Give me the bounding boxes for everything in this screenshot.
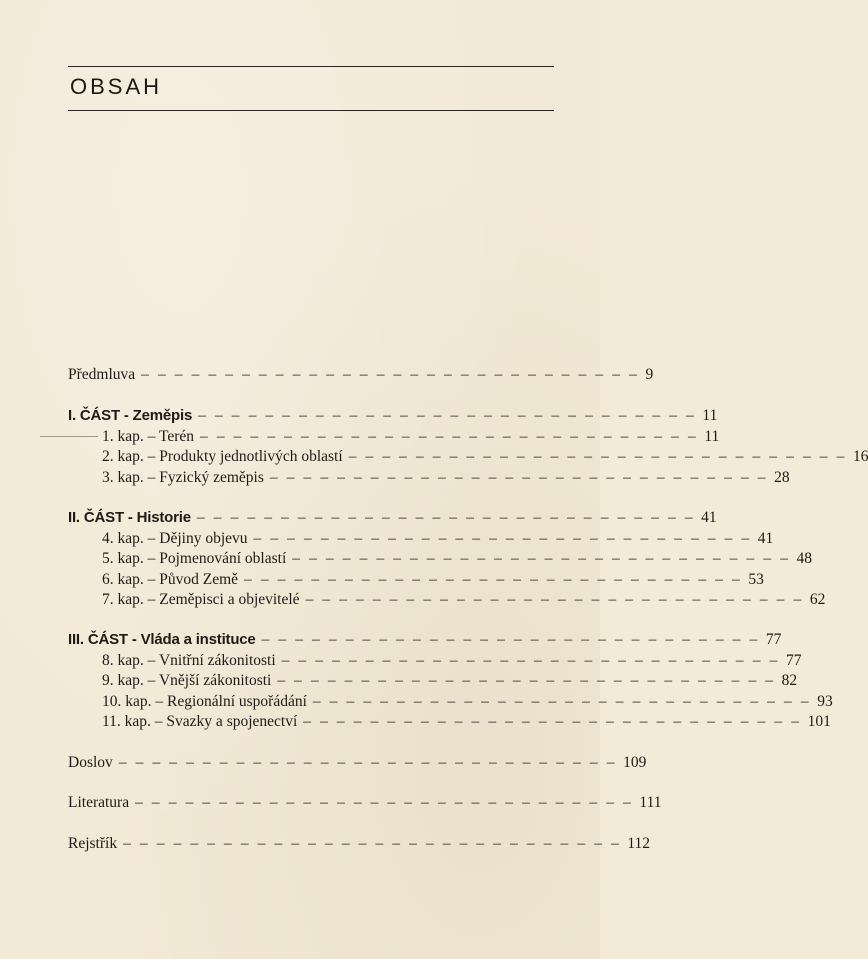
dot-leader: – – – – – – – – – – – – – – – – – – – – – – – – – – – – – –: [305, 591, 804, 608]
toc-chapter-3: [102, 468, 790, 488]
dot-leader: – – – – – – – – – – – – – – – – – – – – – – – – – – – – – –: [303, 713, 802, 730]
toc-page-number: 82: [781, 672, 798, 689]
toc-chapter-7: [102, 590, 826, 610]
toc-entry-label: 9. kap. – Vnější zákonitosti: [102, 672, 272, 689]
toc-part-label: I. ČÁST - Zeměpis: [68, 407, 193, 424]
toc-page-number: 77: [785, 652, 802, 669]
toc-entry-label: Předmluva: [68, 366, 136, 383]
dot-leader: – – – – – – – – – – – – – – – – – – – – – – – – – – – – – –: [123, 835, 622, 852]
toc-page-number: 112: [627, 835, 651, 852]
dot-leader: – – – – – – – – – – – – – – – – – – – – – – – – – – – – – –: [200, 428, 699, 445]
toc-part-label: II. ČÁST - Historie: [68, 509, 191, 526]
toc-entry-label: Doslov: [68, 754, 113, 771]
toc-page-number: 53: [748, 571, 764, 588]
toc-entry-label: Rejstřík: [68, 835, 118, 852]
toc-page-number: 109: [623, 754, 647, 771]
toc-page-number: 111: [639, 794, 662, 811]
toc-chapter-2: [102, 447, 868, 467]
toc-part-label: III. ČÁST - Vláda a instituce: [68, 631, 256, 648]
toc-entry-afterword: [68, 753, 647, 773]
toc-entry-label: 7. kap. – Zeměpisci a objevitelé: [102, 591, 300, 608]
toc-entry-index: [68, 834, 651, 854]
toc-chapter-6: [102, 570, 764, 590]
dot-leader: – – – – – – – – – – – – – – – – – – – – – – – – – – – – – –: [118, 754, 618, 771]
dot-leader: – – – – – – – – – – – – – – – – – – – – – – – – – – – – – –: [244, 571, 743, 588]
toc-chapter-8: [102, 651, 802, 671]
dot-leader: – – – – – – – – – – – – – – – – – – – – – – – – – – – – – –: [269, 469, 769, 486]
toc-entry-label: 8. kap. – Vnitřní zákonitosti: [102, 652, 276, 669]
toc-page-number: 62: [809, 591, 826, 608]
dot-leader: – – – – – – – – – – – – – – – – – – – – – – – – – – – – – –: [196, 509, 696, 526]
toc-chapter-11: [102, 712, 831, 732]
toc-page-number: 9: [645, 366, 654, 383]
toc-entry-label: 3. kap. – Fyzický zeměpis: [102, 469, 264, 486]
toc-entry-label: 11. kap. – Svazky a spojenectví: [102, 713, 298, 730]
dot-leader: – – – – – – – – – – – – – – – – – – – – – – – – – – – – – –: [135, 794, 634, 811]
toc-chapter-9: [102, 671, 798, 691]
toc-chapter-5: [102, 549, 813, 569]
toc-page-number: 41: [701, 509, 717, 526]
toc-chapter-1: [102, 427, 720, 447]
toc-page-number: 16: [852, 448, 868, 465]
toc-chapter-4: [102, 529, 774, 549]
toc-part-3: [68, 630, 782, 650]
toc-chapter-10: [102, 692, 833, 712]
toc-page-number: 48: [796, 550, 813, 567]
toc-entry-label: 4. kap. – Dějiny objevu: [102, 530, 248, 547]
toc-entry-literature: [68, 793, 662, 813]
toc-page-number: 11: [704, 428, 720, 445]
dot-leader: – – – – – – – – – – – – – – – – – – – – – – – – – – – – – –: [277, 672, 776, 689]
dot-leader: – – – – – – – – – – – – – – – – – – – – – – – – – – – – – –: [348, 448, 847, 465]
toc-entry-label: 1. kap. – Terén: [102, 428, 195, 445]
toc-page-number: 11: [702, 407, 718, 424]
toc-page-number: 77: [765, 631, 782, 648]
dot-leader: – – – – – – – – – – – – – – – – – – – – – – – – – – – – – –: [312, 693, 812, 710]
dot-leader: – – – – – – – – – – – – – – – – – – – – – – – – – – – – – –: [141, 366, 640, 383]
toc-page-number: 101: [807, 713, 831, 730]
dot-leader: – – – – – – – – – – – – – – – – – – – – – – – – – – – – – –: [198, 407, 697, 424]
dot-leader: – – – – – – – – – – – – – – – – – – – – – – – – – – – – – –: [253, 530, 752, 547]
toc-page-number: 93: [817, 693, 833, 710]
toc-entry-label: Literatura: [68, 794, 130, 811]
toc-entry-label: 6. kap. – Původ Země: [102, 571, 239, 588]
toc-part-1: [68, 406, 718, 426]
dot-leader: – – – – – – – – – – – – – – – – – – – – – – – – – – – – – –: [261, 631, 760, 648]
toc-page-number: 41: [757, 530, 774, 547]
dot-leader: – – – – – – – – – – – – – – – – – – – – – – – – – – – – – –: [281, 652, 780, 669]
toc-page-number: 28: [774, 469, 790, 486]
toc-part-2: [68, 508, 717, 528]
toc-entry-label: 10. kap. – Regionální uspořádání: [102, 693, 307, 710]
page-title: OBSAH: [70, 74, 163, 99]
toc-entry-preface: [68, 365, 654, 385]
toc-entry-label: 2. kap. – Produkty jednotlivých oblastí: [102, 448, 343, 465]
dot-leader: – – – – – – – – – – – – – – – – – – – – – – – – – – – – – –: [292, 550, 791, 567]
toc-entry-label: 5. kap. – Pojmenování oblastí: [102, 550, 287, 567]
